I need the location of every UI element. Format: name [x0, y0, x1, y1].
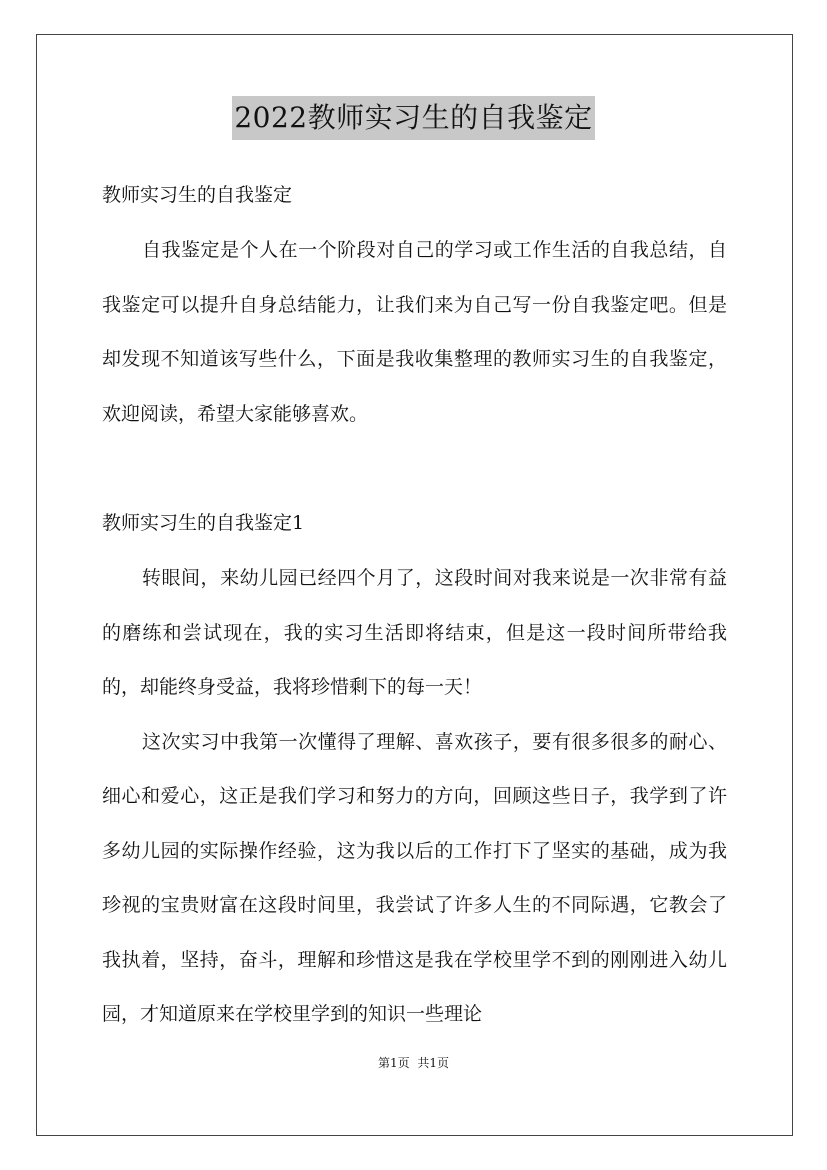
section-heading: 教师实习生的自我鉴定1	[102, 512, 305, 534]
document-body	[102, 168, 727, 1042]
subtitle-heading: 教师实习生的自我鉴定	[102, 184, 293, 206]
page-number: 第1页	[378, 1056, 410, 1070]
page-total: 共1页	[417, 1056, 449, 1070]
body-paragraph: 转眼间，来幼儿园已经四个月了，这段时间对我来说是一次非常有益的磨练和尝试现在，我的实习生活即将结束，但是这一段时间所带给我的，却能终身受益，我将珍惜剩下的每一天！	[102, 567, 727, 698]
section-spacer	[102, 441, 727, 496]
body-paragraph: 这次实习中我第一次懂得了理解、喜欢孩子，要有很多很多的耐心、细心和爱心，这正是我们学习和努力的方向，回顾这些日子，我学到了许多幼儿园的实际操作经验，这为我以后的工作打下了坚实的基础，成为我珍视的宝贵财富在这段时间里，我尝试了许多人生的不同际遇，它教会了我执着，坚持，奋斗，理解和珍惜这是我在学校里学不到的刚刚进入幼儿园，才知道原来在学校里学到的知识一些理论	[102, 730, 727, 1025]
intro-paragraph: 自我鉴定是个人在一个阶段对自己的学习或工作生活的自我总结，自我鉴定可以提升自身总结能力，让我们来为自己写一份自我鉴定吧。但是却发现不知道该写些什么，下面是我收集整理的教师实习生的自我鉴定，欢迎阅读，希望大家能够喜欢。	[102, 239, 727, 425]
document-title: 2022教师实习生的自我鉴定	[232, 96, 594, 140]
page-footer	[0, 1055, 827, 1071]
title-container	[0, 96, 827, 140]
